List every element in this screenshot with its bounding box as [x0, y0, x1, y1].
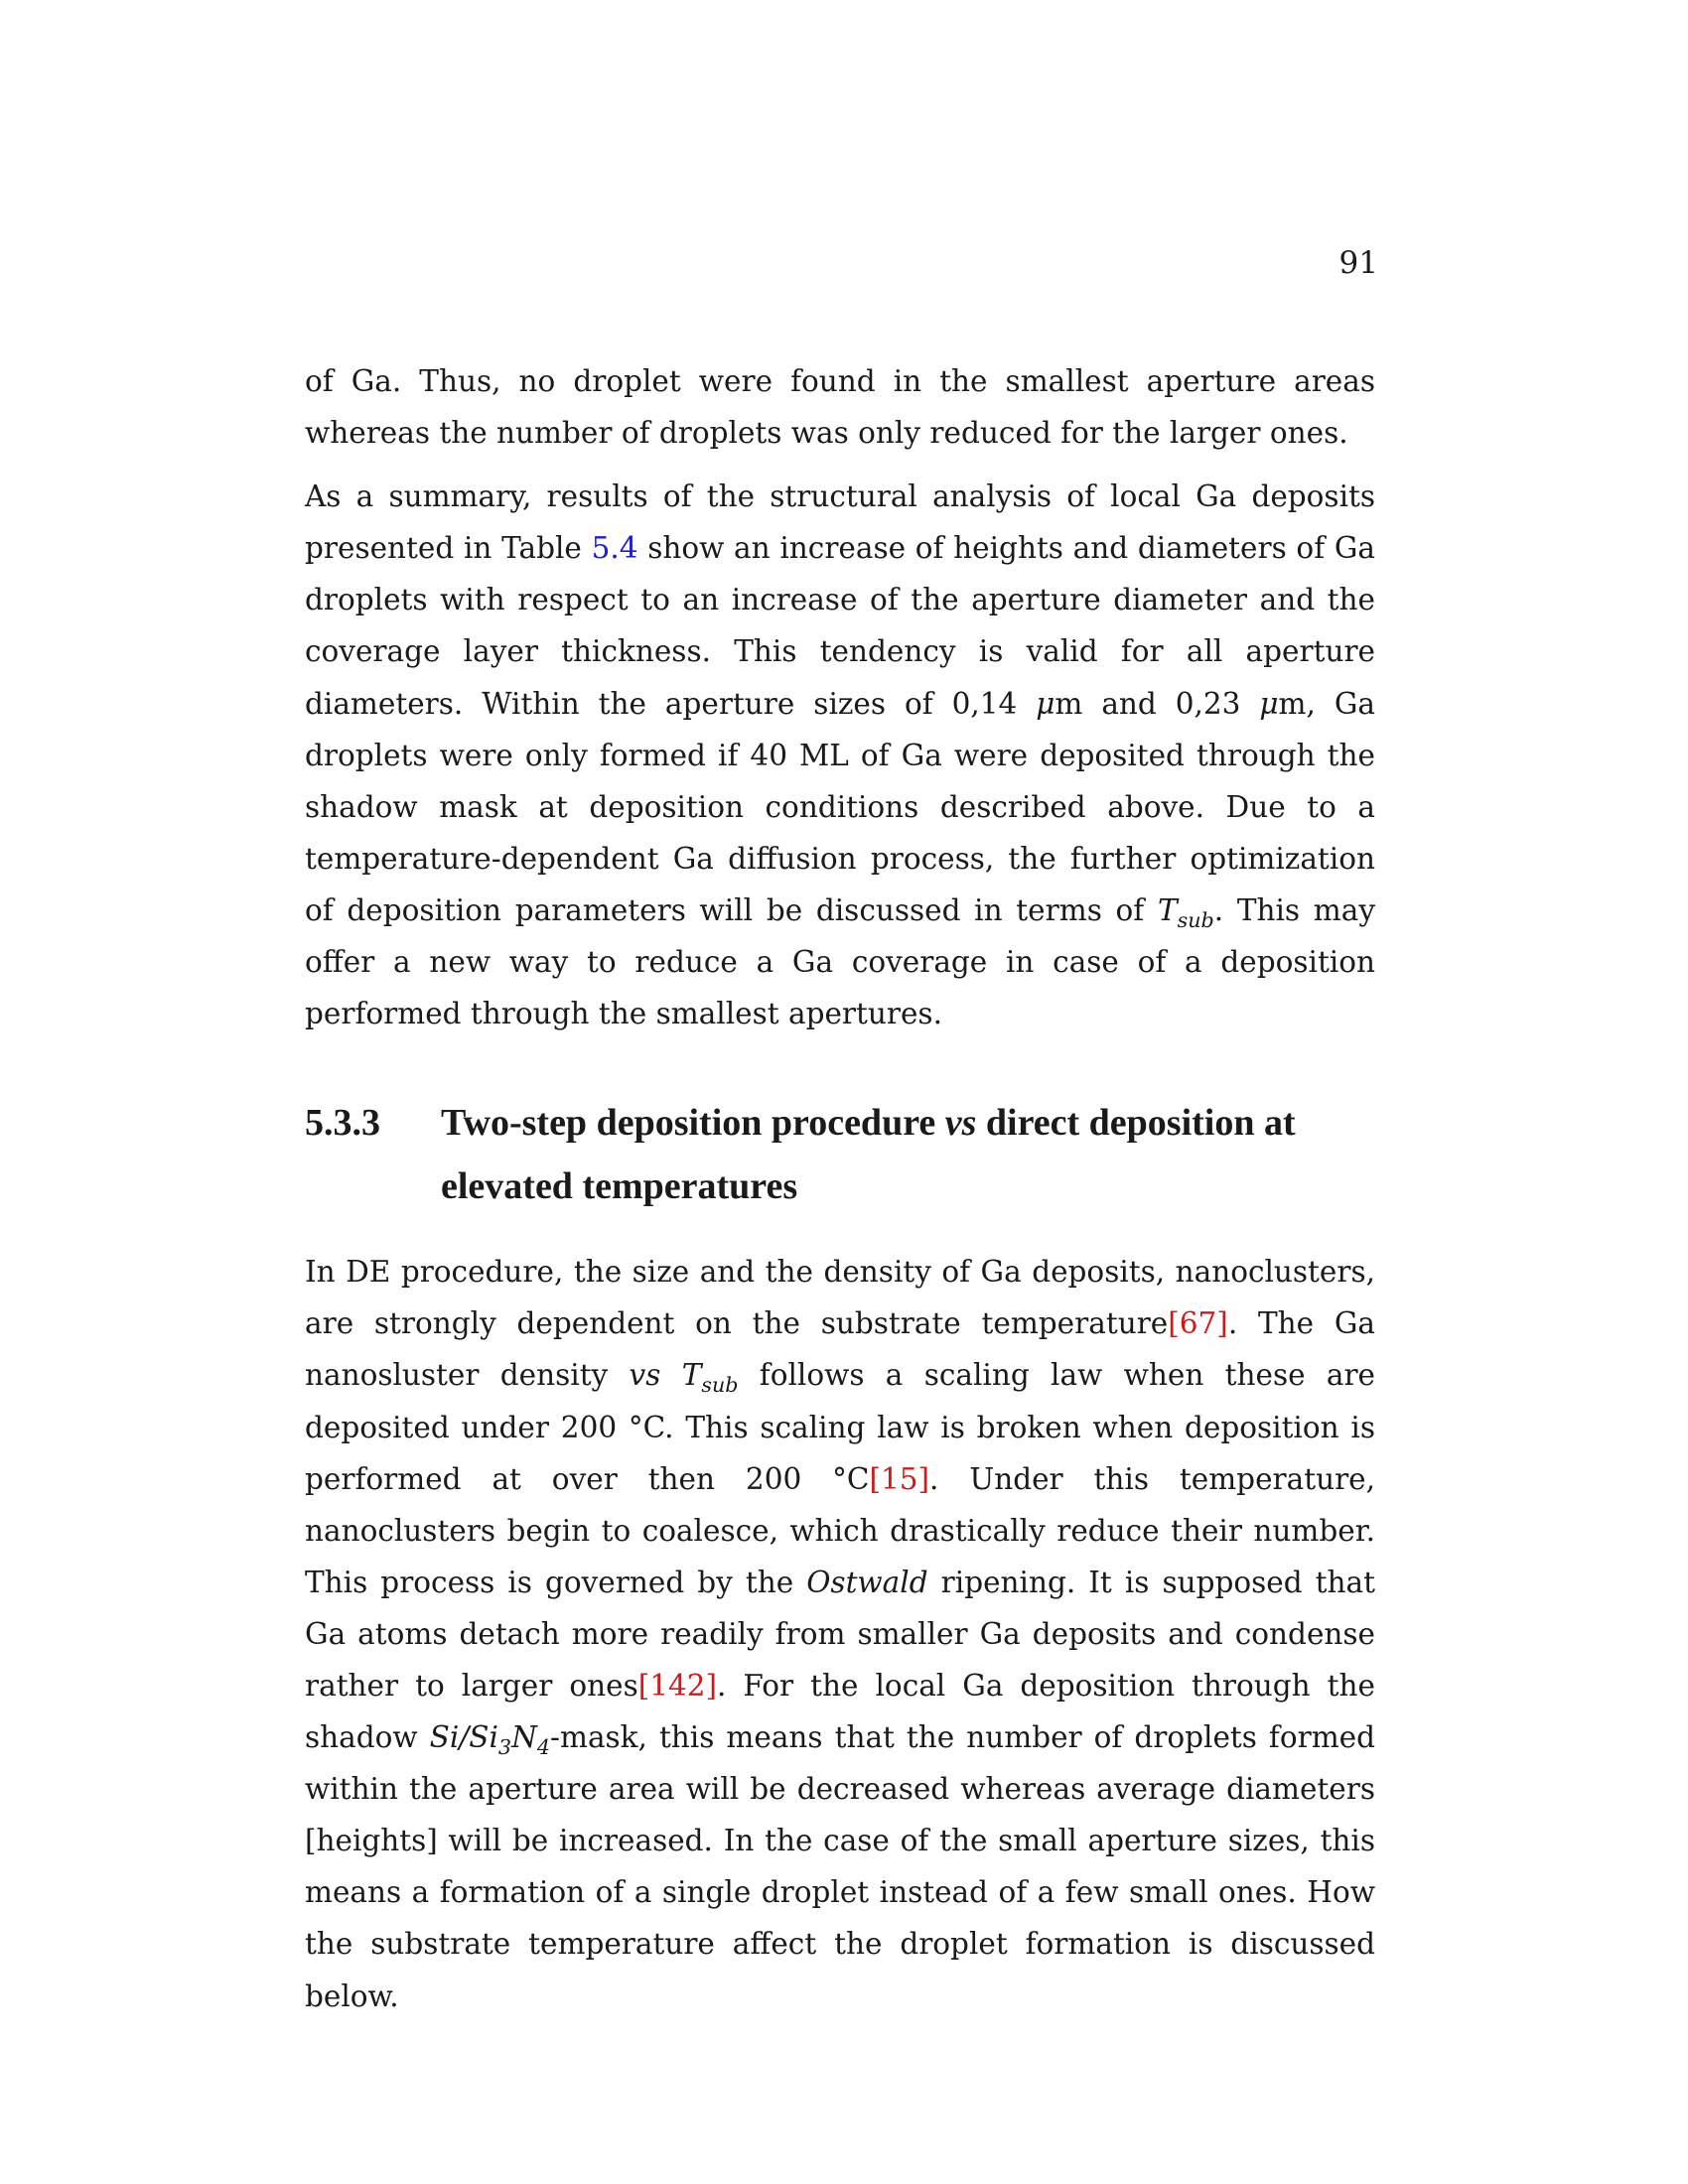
- math-symbol: T: [681, 1358, 702, 1393]
- table-reference-link[interactable]: 5.4: [591, 531, 638, 566]
- paragraph-text: m and 0,23: [1055, 686, 1260, 721]
- math-subscript: sub: [1177, 907, 1214, 932]
- math-tsub: [681, 1358, 739, 1398]
- math-tsub: [1157, 892, 1214, 932]
- section-heading: [305, 1091, 1375, 1218]
- math-subscript: sub: [701, 1373, 739, 1398]
- paragraph-text: . For the local Ga deposition through the shadow: [305, 1668, 1375, 1755]
- paragraph-summary: [305, 471, 1375, 1039]
- paragraph-text: of Ga. Thus, no droplet were found in the smallest aperture areas whereas the number of droplets was only reduced for the larger ones.: [305, 364, 1375, 451]
- math-symbol: Si: [469, 1720, 498, 1755]
- math-subscript: 3: [497, 1734, 512, 1759]
- citation-link[interactable]: [67]: [1168, 1306, 1228, 1341]
- math-vs: vs: [629, 1358, 661, 1393]
- page-number: 91: [1338, 245, 1378, 281]
- math-mask-formula: [429, 1720, 551, 1759]
- page-content: [305, 355, 1375, 2034]
- citation-link[interactable]: [142]: [637, 1668, 718, 1703]
- math-symbol: /: [459, 1720, 470, 1755]
- paragraph-text: ripening. It is supposed that Ga atoms detach more readily from smaller Ga deposits and condense rather to larger ones: [305, 1565, 1375, 1703]
- paragraph-text: . The Ga nanosluster density: [305, 1306, 1375, 1393]
- paragraph-continuation: [305, 355, 1375, 459]
- section-number: 5.3.3: [305, 1102, 380, 1145]
- math-mu: μ: [1259, 686, 1279, 721]
- paragraph-text: In DE procedure, the size and the density of Ga deposits, nanoclusters, are strongly dependent on the substrate temperature: [305, 1255, 1375, 1341]
- paragraph-text: -mask, this means that the number of droplets formed within the aperture area will be decreased whereas average diameters [heights] will be increased. In the case of the small aperture sizes, this means a formation of a single droplet instead of a few small ones. How the substrate temperature affect the droplet formation is discussed below.: [305, 1720, 1376, 2013]
- paragraph-text: . This may offer a new way to reduce a Ga coverage in case of a deposition performed through the smallest apertures.: [305, 892, 1376, 1031]
- math-symbol: T: [1157, 892, 1178, 927]
- section-title: [441, 1091, 1375, 1218]
- section-title-vs: vs: [944, 1102, 977, 1145]
- paragraph-text: m, Ga droplets were only formed if 40 ML of Ga were deposited through the shadow mask at deposition conditions described above. Due to a temperature-dependent Ga diffusion process, the further optimization of deposition parameters will be discussed in terms of: [305, 686, 1375, 927]
- math-subscript: 4: [536, 1734, 551, 1759]
- paragraph-text: As a summary, results of the structural analysis of local Ga deposits presented in Table: [305, 479, 1375, 566]
- math-symbol: N: [511, 1720, 537, 1755]
- paragraph-text: . Under this temperature, nanoclusters begin to coalesce, which drastically reduce their number. This process is governed by the: [305, 1461, 1376, 1599]
- math-mu: μ: [1036, 686, 1055, 721]
- math-symbol: Si: [429, 1720, 460, 1755]
- section-title-text: Two-step deposition procedure: [441, 1102, 945, 1145]
- citation-link[interactable]: [15]: [869, 1461, 930, 1496]
- section-title-text: direct deposition at elevated temperatures: [441, 1102, 1296, 1208]
- paragraph-de-procedure: [305, 1246, 1375, 2021]
- ostwald-term: Ostwald: [806, 1565, 928, 1599]
- paragraph-text: show an increase of heights and diameters of Ga droplets with respect to an increase of the aperture diameter and the coverage layer thickness. This tendency is valid for all aperture diameters. Within the aperture sizes of 0,14: [305, 531, 1375, 721]
- paragraph-text: follows a scaling law when these are deposited under 200 °C. This scaling law is broken when deposition is performed at over then 200 °C: [305, 1358, 1376, 1496]
